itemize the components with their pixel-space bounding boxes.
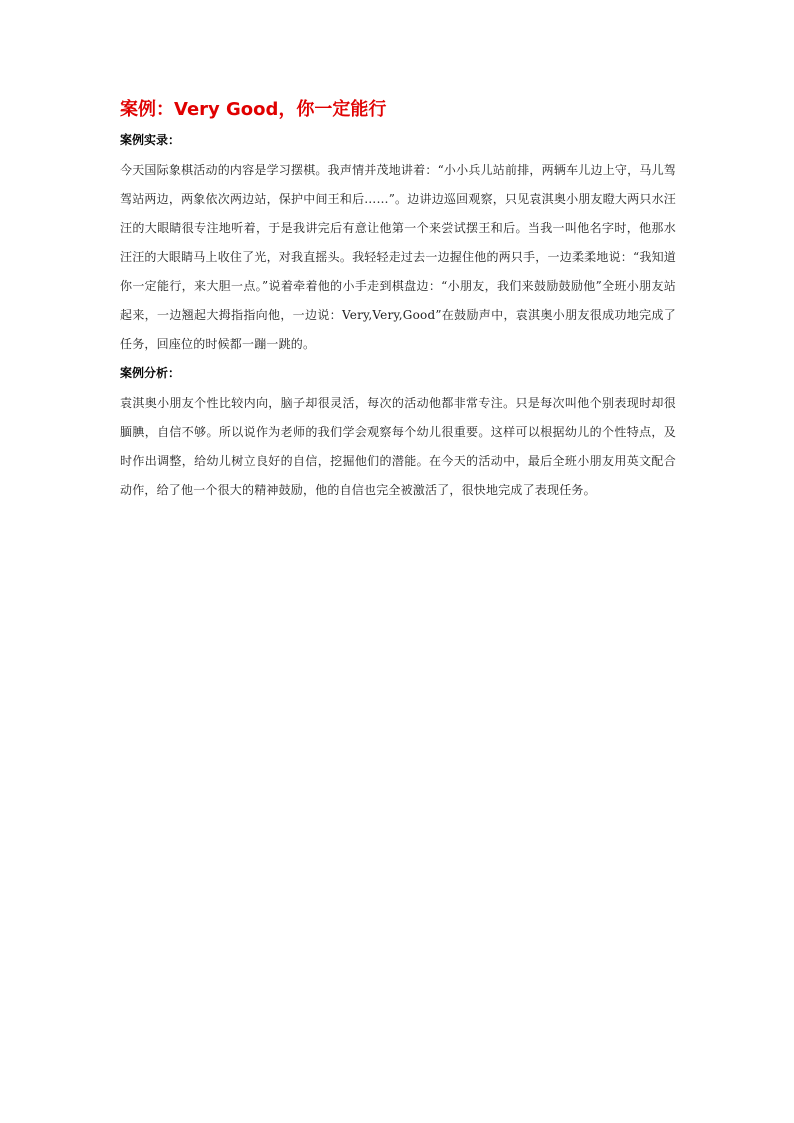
title-latin: Very Good xyxy=(174,99,279,120)
document-body xyxy=(120,96,676,509)
document-title xyxy=(120,96,676,124)
paragraph-record: 今天国际象棋活动的内容是学习摆棋。我声情并茂地讲着：“小小兵儿站前排，两辆车儿边上守，马儿驾驾站两边，两象依次两边站，保护中间王和后……”。边讲边巡回观察，只见袁淇奥小朋友瞪大两只水汪汪的大眼睛很专注地听着，于是我讲完后有意让他第一个来尝试摆王和后。当我一叫他名字时，他那水汪汪的大眼睛马上收住了光，对我直摇头。我轻轻走过去一边握住他的两只手，一边柔柔地说：“我知道你一定能行，来大胆一点。”说着牵着他的小手走到棋盘边：“小朋友，我们来鼓励鼓励他”全班小朋友站起来，一边翘起大拇指指向他，一边说：Very,Very,Good”在鼓励声中，袁淇奥小朋友很成功地完成了任务，回座位的时候都一蹦一跳的。 xyxy=(120,163,676,351)
title-prefix: 案例： xyxy=(120,99,174,120)
section-heading-analysis: 案例分析： xyxy=(120,366,181,380)
section-heading-record: 案例实录： xyxy=(120,133,181,147)
title-suffix: ，你一定能行 xyxy=(278,99,387,120)
paragraph-analysis: 袁淇奥小朋友个性比较内向，脑子却很灵活，每次的活动他都非常专注。只是每次叫他个别表现时却很腼腆，自信不够。所以说作为老师的我们学会观察每个幼儿很重要。这样可以根据幼儿的个性特点，及时作出调整，给幼儿树立良好的自信，挖掘他们的潜能。在今天的活动中，最后全班小朋友用英文配合动作，给了他一个很大的精神鼓励，他的自信也完全被激活了，很快地完成了表现任务。 xyxy=(120,396,676,497)
